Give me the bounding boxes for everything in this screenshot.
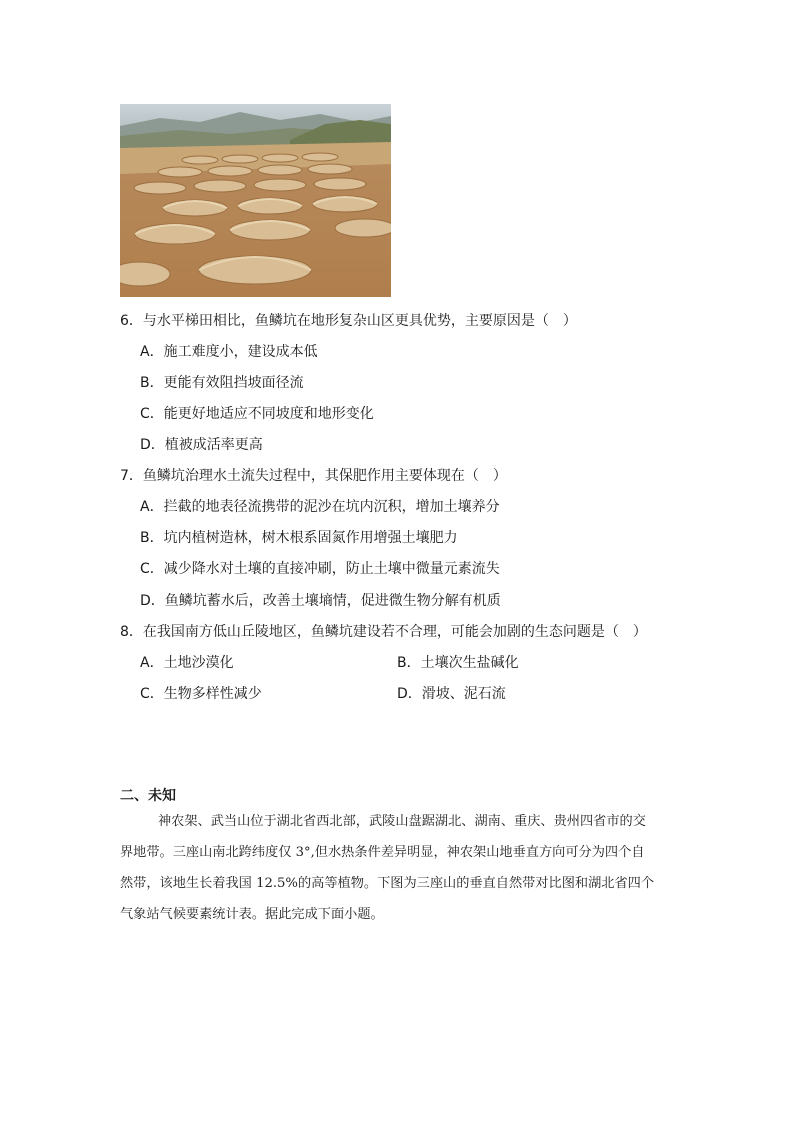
question-8-option-c: C．生物多样性减少 bbox=[140, 686, 262, 702]
question-7-option-d: D．鱼鳞坑蓄水后，改善土壤墒情，促进微生物分解有机质 bbox=[140, 593, 501, 609]
question-6-option-c: C．能更好地适应不同坡度和地形变化 bbox=[140, 406, 374, 422]
passage-line: 气象站气候要素统计表。据此完成下面小题。 bbox=[120, 907, 384, 922]
question-7-option-b: B．坑内植树造林，树木根系固氮作用增强土壤肥力 bbox=[140, 530, 458, 546]
question-6-option-d: D．植被成活率更高 bbox=[140, 437, 263, 453]
question-8-stem: 8．在我国南方低山丘陵地区，鱼鳞坑建设若不合理，可能会加剧的生态问题是（ ） bbox=[120, 624, 647, 640]
passage-line: 神农架、武当山位于湖北省西北部，武陵山盘踞湖北、湖南、重庆、贵州四省市的交 bbox=[158, 814, 646, 829]
section-heading: 二、未知 bbox=[120, 788, 176, 804]
question-8-option-a: A．土地沙漠化 bbox=[140, 655, 234, 671]
question-6-option-a: A．施工难度小，建设成本低 bbox=[140, 344, 318, 360]
question-7-option-c: C．减少降水对土壤的直接冲刷，防止土壤中微量元素流失 bbox=[140, 561, 500, 577]
question-6-option-b: B．更能有效阻挡坡面径流 bbox=[140, 375, 304, 391]
fish-scale-pits-photo bbox=[120, 104, 391, 297]
question-8-option-b: B．土壤次生盐碱化 bbox=[397, 655, 519, 671]
question-8-option-d: D．滑坡、泥石流 bbox=[397, 686, 506, 702]
passage-line: 然带，该地生长着我国 12.5%的高等植物。下图为三座山的垂直自然带对比图和湖北省四个 bbox=[120, 876, 655, 891]
question-6-stem: 6．与水平梯田相比，鱼鳞坑在地形复杂山区更具优势，主要原因是（ ） bbox=[120, 313, 577, 329]
question-7-stem: 7．鱼鳞坑治理水土流失过程中，其保肥作用主要体现在（ ） bbox=[120, 468, 507, 484]
question-7-option-a: A．拦截的地表径流携带的泥沙在坑内沉积，增加土壤养分 bbox=[140, 499, 500, 515]
passage-line: 界地带。三座山南北跨纬度仅 3°,但水热条件差异明显，神农架山地垂直方向可分为四个自 bbox=[120, 845, 645, 860]
passage bbox=[120, 806, 680, 930]
